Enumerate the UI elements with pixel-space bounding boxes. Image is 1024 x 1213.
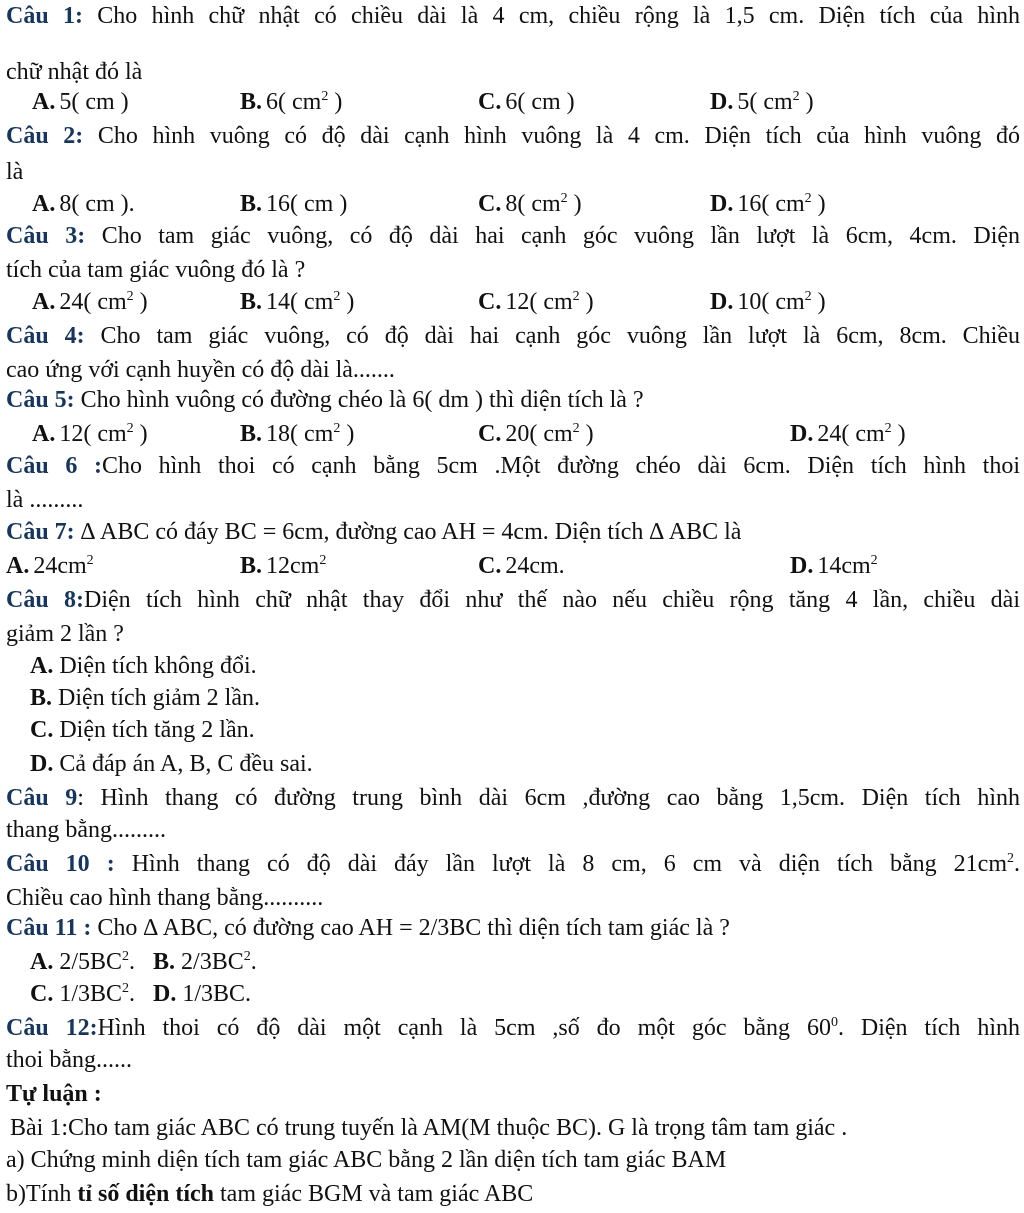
question-4-line-2: cao ứng với cạnh huyền có độ dài là....... xyxy=(6,357,395,383)
question-5-line-1: Câu 5: Cho hình vuông có đường chéo là 6( dm ) thì diện tích là ? xyxy=(6,387,644,413)
q8-option-a[interactable]: A. Diện tích không đổi. xyxy=(30,653,257,679)
question-4-line-1: Câu 4: Cho tam giác vuông, có độ dài hai cạnh góc vuông lần lượt là 6cm, 8cm. Chiều xyxy=(6,323,1021,349)
question-11-options-row-1 xyxy=(30,948,1020,977)
question-1-line-1 xyxy=(6,2,1020,31)
question-12-line-2: thoi bằng...... xyxy=(6,1047,132,1073)
question-2-options xyxy=(0,190,1024,220)
q8-option-c[interactable]: C. Diện tích tăng 2 lần. xyxy=(30,717,255,743)
essay-heading: Tự luận : xyxy=(6,1081,102,1107)
q7-option-c[interactable]: C. 24cm. xyxy=(478,553,565,579)
q11-option-b[interactable]: B. $2/3BC^2$. xyxy=(153,949,257,975)
question-6-number: Câu 6 : xyxy=(6,453,102,479)
question-8-line-1: Câu 8:Diện tích hình chữ nhật thay đổi như thế nào nếu chiều rộng tăng 4 lần, chiều dài xyxy=(6,587,1021,613)
question-9-line-1: Câu 9: Hình thang có đường trung bình dài 6cm ,đường cao bằng 1,5cm. Diện tích hình xyxy=(6,785,1021,811)
q7-option-d[interactable]: D. $14cm^2$ xyxy=(790,553,878,579)
q11-option-a[interactable]: A. $2/5BC^2$. xyxy=(30,949,136,975)
q1-option-b[interactable]: B. 6( $cm^2$ ) xyxy=(240,89,343,115)
question-9-line-2: thang bằng......... xyxy=(6,817,166,843)
q3-option-c[interactable]: C. 12( $cm^2$ ) xyxy=(478,289,594,315)
essay-bai-1: Bài 1:Cho tam giác ABC có trung tuyến là AM(M thuộc BC). G là trọng tâm tam giác . xyxy=(10,1115,848,1141)
q5-option-b[interactable]: B. 18( $cm^2$ ) xyxy=(240,421,355,447)
question-7-number: Câu 7: xyxy=(6,519,75,545)
q1-option-a[interactable]: A. 5( cm ) xyxy=(32,89,129,115)
q5-option-a[interactable]: A. 12( $cm^2$ ) xyxy=(32,421,148,447)
question-10-number: Câu 10 : xyxy=(6,851,115,877)
question-2-number: Câu 2: xyxy=(6,123,84,149)
question-11-number: Câu 11 : xyxy=(6,915,92,941)
essay-part-a: a) Chứng minh diện tích tam giác ABC bằng 2 lần diện tích tam giác BAM xyxy=(6,1147,727,1173)
q2-option-d[interactable]: D. 16( $cm^2$ ) xyxy=(710,191,826,217)
question-11-options-row-2 xyxy=(30,980,1020,1009)
question-10-line-2: Chiều cao hình thang bằng.......... xyxy=(6,885,324,911)
q11-option-d[interactable]: D. 1/3BC. xyxy=(153,981,252,1007)
question-12-line-1: Câu 12:Hình thoi có độ dài một cạnh là 5cm ,số đo một góc bằng $60^0$. Diện tích hình xyxy=(6,1015,1021,1041)
question-11-line-1: Câu 11 : Cho ∆ ABC, có đường cao AH = 2/3BC thì diện tích tam giác là ? xyxy=(6,915,730,941)
q2-option-c[interactable]: C. 8( $cm^2$ ) xyxy=(478,191,582,217)
question-7-line-1: Câu 7: ∆ ABC có đáy BC = 6cm, đường cao AH = 4cm. Diện tích ∆ ABC là xyxy=(6,519,742,545)
q1-option-c[interactable]: C. 6( cm ) xyxy=(478,89,575,115)
q5-option-c[interactable]: C. 20( $cm^2$ ) xyxy=(478,421,594,447)
q8-option-b[interactable]: B. Diện tích giảm 2 lần. xyxy=(30,685,260,711)
question-8-number: Câu 8: xyxy=(6,587,84,613)
question-12-number: Câu 12: xyxy=(6,1015,98,1041)
question-6-line-2: là ......... xyxy=(6,487,84,513)
question-3-options xyxy=(0,288,1024,318)
q3-option-d[interactable]: D. 10( $cm^2$ ) xyxy=(710,289,826,315)
question-3-line-1: Câu 3: Cho tam giác vuông, có độ dài hai cạnh góc vuông lần lượt là 6cm, 4cm. Diện xyxy=(6,223,1021,249)
question-4-number: Câu 4: xyxy=(6,323,85,349)
q2-option-b[interactable]: B. 16( cm ) xyxy=(240,191,348,217)
q8-option-d[interactable]: D. Cả đáp án A, B, C đều sai. xyxy=(30,751,313,777)
q7-option-a[interactable]: A. $24cm^2$ xyxy=(6,553,94,579)
question-2-line-1: Câu 2: Cho hình vuông có độ dài cạnh hình vuông là 4 cm. Diện tích của hình vuông đó xyxy=(6,123,1021,149)
essay-part-b: b)Tính tỉ số diện tích tam giác BGM và tam giác ABC xyxy=(6,1181,534,1207)
q11-option-c[interactable]: C. $1/3BC^2$. xyxy=(30,981,136,1007)
question-1-number: Câu 1: xyxy=(6,3,83,29)
q3-option-a[interactable]: A. 24( $cm^2$ ) xyxy=(32,289,148,315)
question-3-line-2: tích của tam giác vuông đó là ? xyxy=(6,257,306,283)
q7-option-b[interactable]: B. $12cm^2$ xyxy=(240,553,327,579)
q5-option-d[interactable]: D. 24( $cm^2$ ) xyxy=(790,421,906,447)
question-3-number: Câu 3: xyxy=(6,223,86,249)
q3-option-b[interactable]: B. 14( $cm^2$ ) xyxy=(240,289,355,315)
question-6-line-1: Câu 6 :Cho hình thoi có cạnh bằng 5cm .Một đường chéo dài 6cm. Diện tích hình thoi xyxy=(6,453,1020,479)
question-9-number: Câu 9 xyxy=(6,785,78,811)
question-7-options xyxy=(0,552,1024,582)
q2-option-a[interactable]: A. 8( cm ). xyxy=(32,191,135,217)
question-1-options xyxy=(0,88,1024,118)
question-1-line-2: chữ nhật đó là xyxy=(6,59,143,85)
question-2-line-2: là xyxy=(6,159,24,185)
question-1-text: Cho hình chữ nhật có chiều dài là 4 cm, chiều rộng là 1,5 cm. Diện tích của hình xyxy=(97,3,1020,29)
q1-option-d[interactable]: D. 5( $cm^2$ ) xyxy=(710,89,814,115)
question-10-line-1: Câu 10 : Hình thang có độ dài đáy lần lượt là 8 cm, 6 cm và diện tích bằng $21cm^2$. xyxy=(6,851,1021,877)
question-5-number: Câu 5: xyxy=(6,387,75,413)
question-5-options xyxy=(0,420,1024,450)
question-8-line-2: giảm 2 lần ? xyxy=(6,621,124,647)
